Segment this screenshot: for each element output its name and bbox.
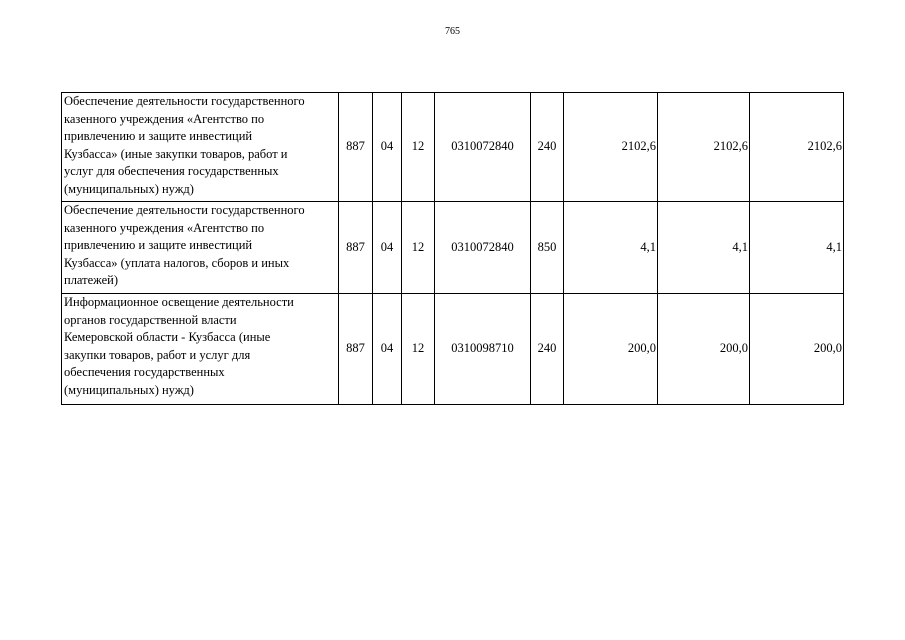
amount-3: 4,1 (750, 202, 844, 294)
table-row (62, 294, 844, 405)
ministry-code: 887 (339, 294, 373, 405)
row-description: Информационное освещение деятельности органов государственной власти Кемеровской области - Кузбасса (иные закупки товаров, работ и услуг для обеспечения государственных (муниципальных) нужд) (62, 294, 339, 405)
subsection-code: 12 (402, 202, 435, 294)
expense-type-code: 850 (531, 202, 564, 294)
target-article-code: 0310098710 (435, 294, 531, 405)
row-description: Обеспечение деятельности государственного казенного учреждения «Агентство по привлечению и защите инвестиций Кузбасса» (уплата налогов, сборов и иных платежей) (62, 202, 339, 294)
target-article-code: 0310072840 (435, 202, 531, 294)
table-row (62, 202, 844, 294)
ministry-code: 887 (339, 93, 373, 202)
section-code: 04 (373, 93, 402, 202)
table-row (62, 93, 844, 202)
subsection-code: 12 (402, 294, 435, 405)
budget-table (61, 92, 844, 405)
target-article-code: 0310072840 (435, 93, 531, 202)
amount-1: 4,1 (564, 202, 658, 294)
amount-3: 200,0 (750, 294, 844, 405)
subsection-code: 12 (402, 93, 435, 202)
expense-type-code: 240 (531, 93, 564, 202)
amount-1: 2102,6 (564, 93, 658, 202)
amount-2: 4,1 (658, 202, 750, 294)
amount-2: 2102,6 (658, 93, 750, 202)
expense-type-code: 240 (531, 294, 564, 405)
section-code: 04 (373, 202, 402, 294)
section-code: 04 (373, 294, 402, 405)
amount-2: 200,0 (658, 294, 750, 405)
amount-3: 2102,6 (750, 93, 844, 202)
page-number: 765 (445, 26, 460, 37)
ministry-code: 887 (339, 202, 373, 294)
amount-1: 200,0 (564, 294, 658, 405)
row-description: Обеспечение деятельности государственного казенного учреждения «Агентство по привлечению и защите инвестиций Кузбасса» (иные закупки товаров, работ и услуг для обеспечения государственных (муниципальных) нужд) (62, 93, 339, 202)
